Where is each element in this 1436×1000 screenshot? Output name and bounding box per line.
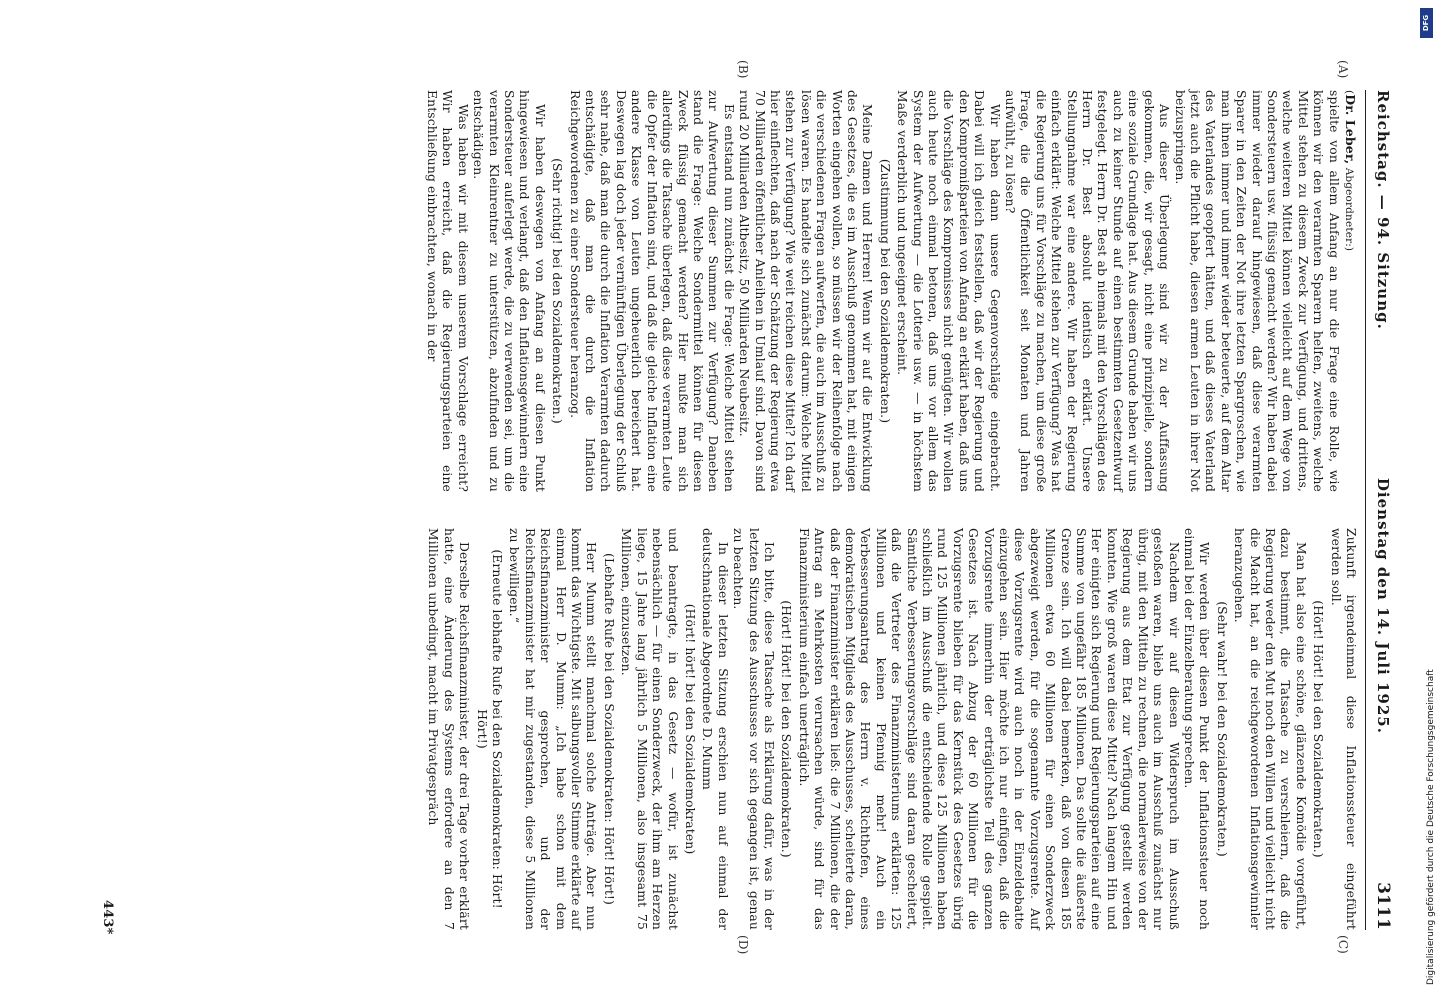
rotated-newspaper-page <box>90 60 1393 955</box>
paragraph: Wir haben dann unsere Gegenvorschläge eingebracht. Dabei will ich gleich feststellen, daß wir der Regierung und den Kompromißparteien von Anfang an erklärt haben, daß uns die Vorschläge des Kompromisses nicht genügten. Wir wollen auch heute noch einmal betonen, daß uns vor allem das System der Aufwertung — die Lotterie usw. — in höchstem Maße verderblich und ungeeignet erscheint. <box>895 90 1002 492</box>
paragraph: und beantragte, in das Gesetz — wofür, ist zunächst nebensächlich — für einen Sonderzweck, der ihm am Herzen liege, 15 Jahre lang jährlich 5 Millionen, also insgesamt 75 Millionen, einzusetzen. <box>619 528 680 930</box>
dfg-watermark: Digitalisierung gefördert durch die Deutsche Forschungsgemeinschaft <box>1426 669 1436 985</box>
interjection: (Hört! Hört! bei den Sozialdemokraten.) <box>1311 600 1326 858</box>
dfg-logo: DFG <box>1420 8 1433 38</box>
speaker-role: Abgeordneter: <box>1343 167 1355 247</box>
paragraph: Was haben wir mit diesem unserem Vorschlage erreicht? Wir haben erreicht, daß die Regierungsparteien eine Entschließung einbrachten, wonach in der <box>425 90 470 492</box>
signature-mark: 443* <box>100 900 115 935</box>
paragraph: Man hat also eine schöne, glänzende Komödie vorgeführt, dazu bestimmt, die Tatsache zu verschleiern, daß die Regierung weder den Mut noch den Willen und vielleicht nicht die Macht hat, an die reichgewordenen Inflationsgewinnler heranzugehen. <box>1232 528 1308 930</box>
paragraph: Zukunft irgendeinmal diese Inflationssteuer eingeführt werden soll. <box>1328 528 1358 930</box>
interjection: (Sehr wahr! bei den Sozialdemokraten.) <box>1214 601 1229 857</box>
header-center: Dienstag den 14. Juli 1925. <box>1374 477 1392 734</box>
paragraph: Herr Mumm stellt manchmal solche Anträge. Aber nun kommt das Wichtigste. Mit salbungsvoller Stimme erklärte auf einmal Herr D. Mumm: „Ich habe schon mit dem Reichsfinanzminister gesprochen, und der Reichsfinanzminister hat mir zugestanden, diese 5 Millionen zu bewilligen.“ <box>507 528 599 930</box>
paragraph: Meine Damen und Herren! Wenn wir auf die Entwicklung des Gesetzes, die es im Ausschuß genommen hat, mit einigen Worten eingehen wollen, so müssen wir der Reihenfolge nach die verschiedenen Fragen aufwerfen, die auch im Ausschuß zu lösen waren. Es handelte sich zunächst darum: Welche Mittel stehen zur Verfügung? Wie weit reichen diese Mittel? Ich darf hier einflechten, daß nach der Schätzung der Regierung etwa 70 Milliarden öffentlicher Anleihen in Umlauf sind. Davon sind rund 20 Milliarden Altbesitz, 50 Milliarden Neubesitz. <box>737 90 875 492</box>
page-number: 3111 <box>1373 882 1393 930</box>
paragraph: In dieser letzten Sitzung erschien nun auf einmal der deutschnationale Abgeordnete D. Mumm <box>700 528 730 930</box>
interjection: (Hört! hört! bei den Sozialdemokraten) <box>682 603 697 855</box>
margin-marker-a: (A) <box>1336 60 1350 79</box>
interjection: (Erneute lebhafte Rufe bei den Sozialdemokraten: Hört! Hört!) <box>474 549 505 909</box>
margin-marker-b: (B) <box>736 60 750 79</box>
interjection: (Hört! Hört! bei den Sozialdemokraten.) <box>779 600 794 858</box>
page-header <box>1365 90 1393 930</box>
paragraph: Nachdem wir auf diesen Widerspruch im Ausschuß gestoßen waren, blieb uns auch im Ausschuß zunächst nur übrig, mit den Mitteln zu rechnen, die normalerweise von der Regierung aus dem Etat zur Verfügung gestellt werden konnten. Wie groß waren diese Mittel? Nach langem Hin und Her einigten sich Regierung und Regierungsparteien auf eine Summe von ungefähr 185 Millionen. Das sollte die äußerste Grenze sein. Ich will dabei bemerken, daß von diesen 185 Millionen etwa 60 Millionen für einen Sonderzweck abgezweigt werden, für die sogenannte Vorzugsrente. Auf diese Vorzugsrente wird auch noch in der Einzeldebatte einzugehen sein. Hier möchte ich nur einfügen, daß die Vorzugsrente immerhin der erträglichste Teil des ganzen Gesetzes ist. Nach Abzug der 60 Millionen für die Vorzugsrente blieben für das Kernstück des Gesetzes übrig rund 125 Millionen jährlich, und diese 125 Millionen haben schließlich im Ausschuß die entscheidende Rolle gespielt. Sämtliche Verbesserungsvorschläge sind daran gescheitert, daß die Vertreter des Finanzministeriums erklärten: 125 Millionen und keinen Pfennig mehr! Auch ein Verbesserungsantrag des Herrn v. Richthofen, eines demokratischen Mitglieds des Ausschusses, scheiterte daran, daß der Finanzminister erklären ließ: die 7 Millionen, die der Antrag an Mehrkosten verursachen würde, sind für das Finanzministerium einfach unerträglich. <box>796 528 1181 930</box>
interjection: (Lebhafte Rufe bei den Sozialdemokraten: Hört! Hört!) <box>601 553 616 905</box>
paragraph: spielte von allem Anfang an nur die Frage eine Rolle, wie können wir den verarmten Sparern helfen, zweitens, welche Mittel stehen zu diesem Zweck zur Verfügung, und drittens, welche weiteren Mittel können vielleicht auf dem Wege von Sondersteuern usw. flüssig gemacht werden? Wir haben dabei immer wieder darauf hingewiesen, daß diese verarmten Sparer in den Zeiten der Not ihre letzten Spargroschen, wie man ihnen immer und immer wieder beteuerte, auf dem Altar des Vaterlandes geopfert hätten, und daß dieses Vaterland jetzt auch die Pflicht habe, diesen armen Leuten in ihrer Not beizuspringen. <box>1172 90 1341 492</box>
margin-marker-d: (D) <box>736 935 750 955</box>
paragraph: Es entstand nun zunächst die Frage: Welche Mittel stehen zur Aufwertung dieser Summen zur Verfügung? Daneben stand die Frage: Welche Sondermittel können für diesen Zweck flüssig gemacht werden? Hier mußte man sich allerdings die Tatsache überlegen, daß diese verarmten Leute die Opfer der Inflation sind, und daß die gleiche Inflation eine andere Klasse von Leuten ungeheuerlich bereichert hat. Deswegen lag doch jeder vernünftigen Überlegung der Schluß sehr nahe, daß man die durch die Inflation Verarmten dadurch entschädigte, daß man die durch die Inflation Reichgewordenen zu einer Sondersteuer heranzog. <box>567 90 736 492</box>
margin-marker-c: (C) <box>1336 935 1350 954</box>
speaker-line: (Dr. Leber, Abgeordneter:) <box>1343 90 1358 252</box>
paragraph: Aus dieser Überlegung sind wir zu der Auffassung gekommen, die, wir gesagt, nicht eine prinzipielle, sondern eine soziale Grundlage hat. Aus diesem Grunde haben wir uns auch zu keiner Stunde auf einen bestimmten Gesetzentwurf festgelegt. Herrn Dr. Best ab niemals mit den Vorschlägen des Herrn Dr. Best absolut identisch erklärt. Unsere Stellungnahme war eine andere. Wir haben der Regierung einfach erklärt: Welche Mittel stehen zur Verfügung? Was hat die Regierung uns für Vorschläge zu machen, um diese große Frage, die die Öffentlichkeit seit Monaten und Jahren aufwühlt, zu lösen? <box>1003 90 1172 492</box>
interjection: (Sehr richtig! bei den Sozialdemokraten.) <box>550 158 565 424</box>
header-left: Reichstag. — 94. Sitzung. <box>1374 90 1392 330</box>
paragraph: Derselbe Reichsfinanzminister, der drei Tage vorher erklärt hatte, eine Änderung des Systems erfordere an den 7 Millionen unbedingt, macht im Privatgespräch <box>426 528 472 930</box>
interjection: (Zustimmung bei den Sozialdemokraten.) <box>877 158 892 424</box>
speaker-name: Dr. Leber, <box>1343 94 1358 165</box>
paragraph: Wir werden über diesen Punkt der Inflationssteuer noch einmal bei der Einzelberatung sprechen. <box>1181 528 1212 930</box>
paragraph: Ich bitte, diese Tatsache als Erklärung dafür, was in der letzten Sitzung des Ausschusses vor sich gegangen ist, genau zu beachten. <box>731 528 776 930</box>
left-column <box>88 90 1358 492</box>
right-column <box>88 528 1358 930</box>
paragraph: Wir haben deswegen von Anfang an auf diesen Punkt hingewiesen und verlangt, daß den Inflationsgewinnlern eine Sondersteuer auferlegt werde, die zu verwenden sei, um die verarmten Kleinrentner zu unterstützen, abzufinden und zu entschädigen. <box>471 90 547 492</box>
